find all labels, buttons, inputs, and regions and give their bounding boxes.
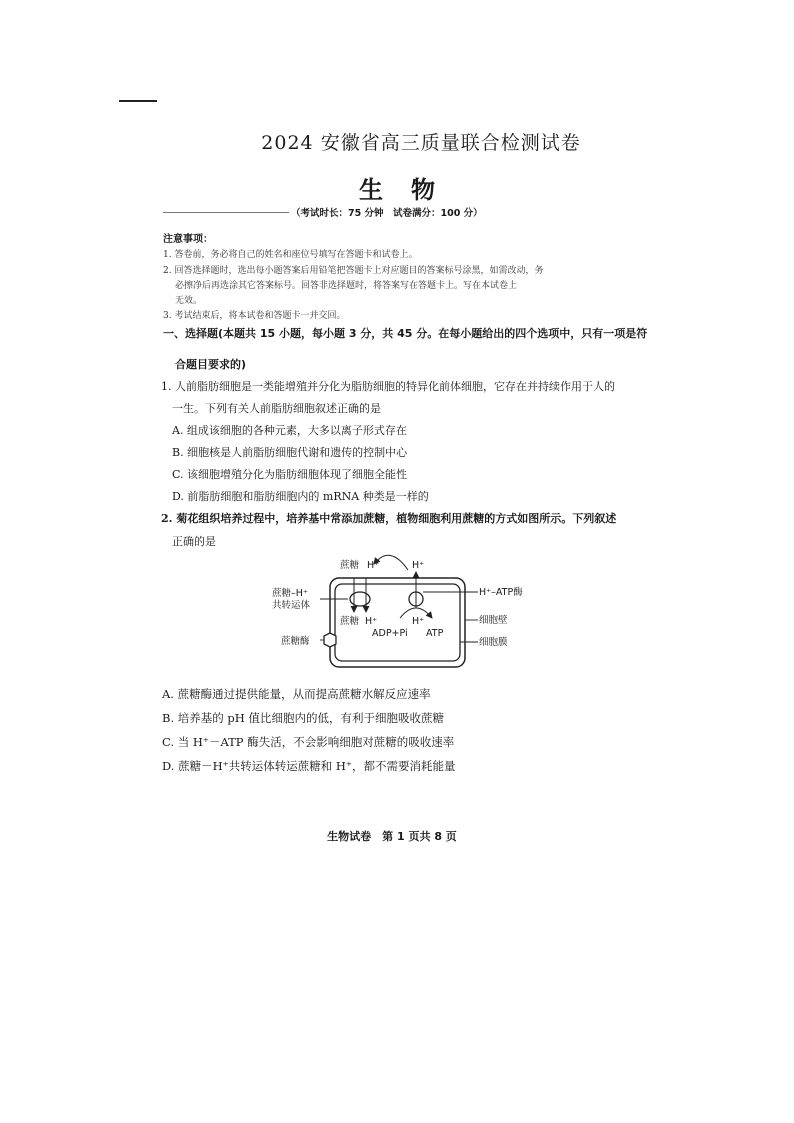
label-cotransporter-2: 共转运体 xyxy=(272,600,311,611)
q1-option-d: D. 前脂肪细胞和脂肪细胞内的 mRNA 种类是一样的 xyxy=(172,490,429,503)
sucrose-transport-diagram xyxy=(250,548,550,674)
label-h-outside-2: H⁺ xyxy=(412,560,425,571)
exam-title: 2024 安徽省高三质量联合检测试卷 xyxy=(261,132,581,154)
q1-option-a: A. 组成该细胞的各种元素，大多以离子形式存在 xyxy=(172,424,407,437)
sucrase-icon xyxy=(324,633,336,647)
q2-option-a: A. 蔗糖酶通过提供能量，从而提高蔗糖水解反应速率 xyxy=(162,687,431,701)
q1-option-c: C. 该细胞增殖分化为脂肪细胞体现了细胞全能性 xyxy=(172,468,408,481)
label-adp: ADP+Pi xyxy=(372,628,408,639)
subject-title: 生物 xyxy=(359,176,463,204)
q1-stem-cont: 一生。下列有关人前脂肪细胞叙述正确的是 xyxy=(172,402,381,415)
label-sucrose-inside: 蔗糖 xyxy=(340,616,360,627)
label-atp: ATP xyxy=(426,628,444,639)
q2-option-c: C. 当 H⁺－ATP 酶失活，不会影响细胞对蔗糖的吸收速率 xyxy=(162,735,455,749)
q2-option-b: B. 培养基的 pH 值比细胞内的低，有利于细胞吸收蔗糖 xyxy=(162,711,444,725)
note-line: 无效。 xyxy=(175,296,203,306)
note-line: 1. 答卷前，务必将自己的姓名和座位号填写在答题卡和试卷上。 xyxy=(163,250,418,260)
label-sucrase: 蔗糖酶 xyxy=(281,636,310,647)
note-line: 必擦净后再选涂其它答案标号。回答非选择题时，将答案写在答题卡上。写在本试卷上 xyxy=(175,281,518,291)
label-cell-membrane: 细胞膜 xyxy=(479,637,508,648)
label-h-inside-2: H⁺ xyxy=(412,616,425,627)
label-atpase: H⁺–ATP酶 xyxy=(479,587,523,598)
page-footer: 生物试卷 第 1 页共 8 页 xyxy=(327,830,457,843)
section-heading-cont: 合题目要求的) xyxy=(175,358,247,371)
note-line: 2. 回答选择题时，选出每小题答案后用铅笔把答题卡上对应题目的答案标号涂黑，如需改动，务 xyxy=(163,266,544,276)
q2-stem: 2. 菊花组织培养过程中，培养基中常添加蔗糖，植物细胞利用蔗糖的方式如图所示。下列叙述 xyxy=(161,512,617,525)
cotransporter-icon xyxy=(350,592,370,606)
q1-stem: 1. 人前脂肪细胞是一类能增殖并分化为脂肪细胞的特异化前体细胞，它存在并持续作用于人的 xyxy=(161,380,615,393)
notes-heading: 注意事项： xyxy=(163,234,213,245)
label-sucrose-outside: 蔗糖 xyxy=(340,560,360,571)
label-h-outside: H⁺ xyxy=(367,560,380,571)
label-cotransporter: 蔗糖–H⁺ xyxy=(272,588,308,599)
q2-stem-cont: 正确的是 xyxy=(172,535,216,548)
q1-option-b: B. 细胞核是人前脂肪细胞代谢和遗传的控制中心 xyxy=(172,446,408,459)
note-line: 3. 考试结束后，将本试卷和答题卡一并交回。 xyxy=(163,311,346,321)
corner-mark xyxy=(119,100,157,102)
label-cell-wall: 细胞壁 xyxy=(479,615,508,626)
label-h-inside: H⁺ xyxy=(365,616,378,627)
header-rule xyxy=(163,212,289,213)
section-heading: 一、选择题(本题共 15 小题，每小题 3 分，共 45 分。在每小题给出的四个选项中，只有一项是符 xyxy=(163,327,648,340)
q2-option-d: D. 蔗糖－H⁺共转运体转运蔗糖和 H⁺，都不需要消耗能量 xyxy=(162,759,456,773)
exam-meta: （考试时长：75 分钟 试卷满分：100 分） xyxy=(291,208,483,219)
